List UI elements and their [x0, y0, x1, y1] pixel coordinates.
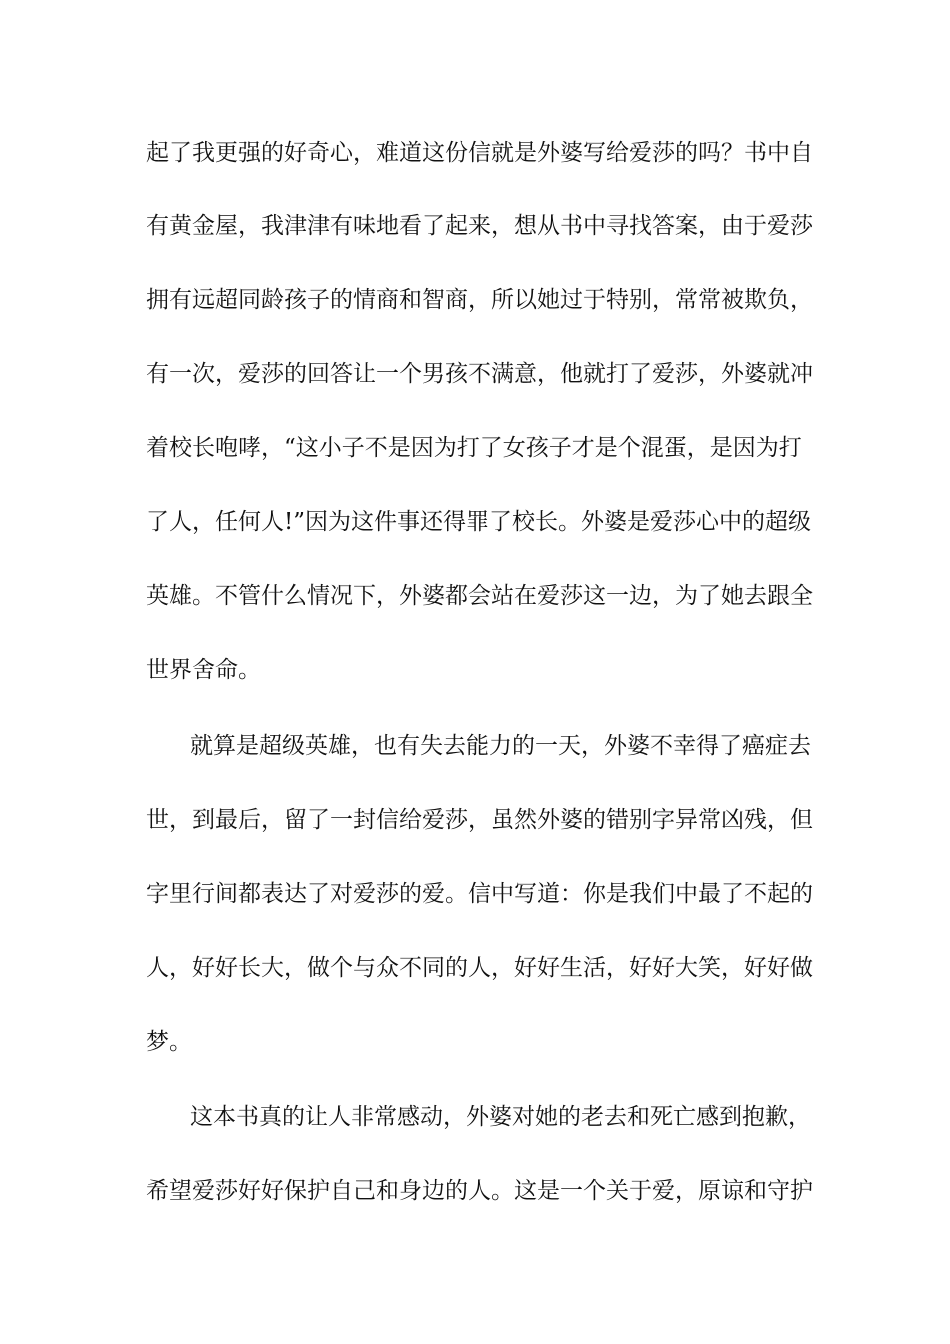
text-line-content: 世界舍命。 [146, 657, 261, 683]
text-line-content: 人，好好长大，做个与众不同的人，好好生活，好好大笑，好好做 [146, 955, 813, 981]
text-line-content: 拥有远超同龄孩子的情商和智商，所以她过于特别，常常被欺负， [146, 287, 813, 313]
text-line-content: 字里行间都表达了对爱莎的爱。信中写道：你是我们中最了不起的 [146, 881, 813, 907]
paragraph-first-line [0, 726, 950, 766]
text-line-content: 世，到最后，留了一封信给爱莎，虽然外婆的错别字异常凶残，但 [146, 807, 813, 833]
text-line-content: 起了我更强的好奇心，难道这份信就是外婆写给爱莎的吗？书中自 [146, 140, 813, 166]
text-line [0, 800, 950, 840]
text-line [0, 280, 950, 320]
text-line-content: 了人，任何人!”因为这件事还得罪了校长。外婆是爱莎心中的超级 [146, 509, 812, 535]
text-line [0, 354, 950, 394]
text-line [0, 874, 950, 914]
text-line [0, 133, 950, 173]
text-line-content: 梦。 [146, 1029, 192, 1055]
text-line-content: 这本书真的让人非常感动，外婆对她的老去和死亡感到抱歉， [190, 1104, 811, 1130]
paragraph-first-line [0, 1097, 950, 1137]
text-line-content: 英雄。不管什么情况下，外婆都会站在爱莎这一边，为了她去跟全 [146, 583, 813, 609]
text-line [0, 576, 950, 616]
text-line [0, 1171, 950, 1211]
text-line [0, 948, 950, 988]
text-line [0, 206, 950, 246]
text-line-content: 有一次，爱莎的回答让一个男孩不满意，他就打了爱莎，外婆就冲 [146, 361, 813, 387]
text-line [0, 428, 950, 468]
text-line [0, 650, 950, 690]
text-line [0, 1022, 950, 1062]
text-line [0, 502, 950, 542]
text-line-content: 就算是超级英雄，也有失去能力的一天，外婆不幸得了癌症去 [190, 733, 811, 759]
text-line-content: 希望爱莎好好保护自己和身边的人。这是一个关于爱，原谅和守护 [146, 1178, 813, 1204]
text-line-content: 着校长咆哮，“这小子不是因为打了女孩子才是个混蛋，是因为打 [146, 435, 802, 461]
text-line-content: 有黄金屋，我津津有味地看了起来，想从书中寻找答案，由于爱莎 [146, 213, 813, 239]
